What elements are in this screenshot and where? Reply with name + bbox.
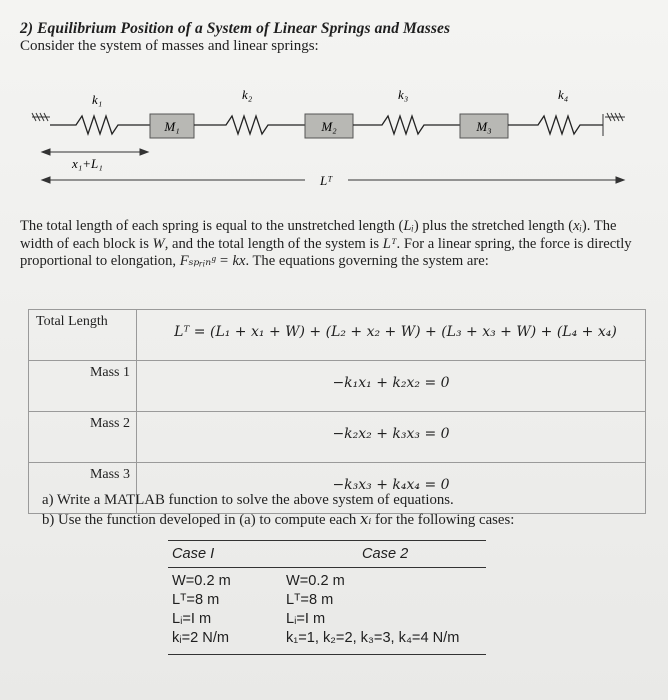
right-wall — [603, 113, 625, 136]
spring-label-k3: k₃ — [398, 87, 409, 102]
spring-label-k1: k₁ — [92, 92, 103, 107]
task-b-variable: xᵢ — [360, 511, 372, 528]
case1-width: W=0.2 m — [172, 573, 231, 589]
table-row — [29, 310, 646, 361]
case1-unstretched-length: Lᵢ=I m — [172, 611, 212, 627]
spring-mass-diagram — [30, 80, 640, 190]
mass-label-m3: M₃ — [476, 119, 492, 134]
row-label: Mass 1 — [29, 361, 137, 412]
case1-title: Case I — [172, 546, 215, 562]
case2-stiffness: k₁=1, k₂=2, k₃=3, k₄=4 N/m — [286, 630, 460, 646]
para-text-4: , and the total length of the system is — [164, 235, 383, 252]
table-row — [29, 361, 646, 412]
para-var-xi: xᵢ — [573, 218, 582, 234]
para-var-LT: Lᵀ — [382, 235, 397, 252]
para-text-1: The total length of each spring is equal to the unstretched length ( — [20, 218, 404, 234]
row-equation: −k₃x₃ + k₄x₄ = 0 — [137, 463, 646, 514]
spring-2 — [194, 116, 305, 134]
row-equation: Lᵀ = (L₁ + x₁ + W) + (L₂ + x₂ + W) + (L₃ + x₃ + W) + (L₄ + x₄) — [137, 310, 646, 361]
cases-body — [168, 568, 486, 654]
spring-label-k4: k₄ — [558, 87, 569, 102]
spring1-length-label: x₁+L₁ — [72, 156, 103, 171]
spring-4 — [508, 116, 603, 134]
spring-1 — [50, 116, 150, 134]
para-var-Li: Lᵢ — [403, 218, 414, 234]
row-label: Total Length — [29, 310, 137, 361]
case2-width: W=0.2 m — [286, 573, 345, 589]
equations-table — [28, 309, 646, 514]
mass-label-m1: M₁ — [164, 119, 180, 134]
cases-header — [168, 541, 486, 567]
case2-values — [286, 572, 459, 648]
row-label: Mass 3 — [29, 463, 137, 514]
problem-heading: 2) Equilibrium Position of a System of Linear Springs and Masses — [20, 20, 451, 37]
mass-label-m2: M₂ — [321, 119, 337, 134]
para-text-2: ) plus the stretched length ( — [413, 218, 574, 234]
spring-3 — [353, 116, 460, 134]
spring1-length-arrow — [42, 149, 148, 155]
para-text-5: . For a linear spring, the force is directly proportional to elongation, — [20, 235, 632, 270]
case1-values — [172, 572, 231, 648]
task-b — [42, 510, 514, 530]
table-row — [29, 412, 646, 463]
para-var-W: W — [152, 235, 165, 252]
total-length-arrow — [42, 177, 624, 183]
case2-title: Case 2 — [362, 546, 409, 562]
row-equation: −k₁x₁ + k₂x₂ = 0 — [137, 361, 646, 412]
task-list — [42, 490, 514, 530]
case1-total-length: Lᵀ=8 m — [172, 592, 220, 608]
total-length-label: Lᵀ — [320, 173, 333, 188]
task-a: a) Write a MATLAB function to solve the above system of equations. — [42, 492, 454, 508]
problem-subheading: Consider the system of masses and linear springs: — [20, 38, 319, 54]
para-var-force-law: Fₛₚᵣᵢₙᵍ = kx — [179, 253, 246, 270]
description-paragraph — [20, 218, 632, 271]
task-b-prefix: b) Use the function developed in (a) to compute each — [42, 512, 361, 528]
para-text-6: . The equations governing the system are: — [245, 253, 489, 270]
task-b-suffix: for the following cases: — [371, 512, 515, 528]
cases-table — [168, 540, 486, 655]
spring-label-k2: k₂ — [242, 87, 253, 102]
cases-bottom-rule — [168, 654, 486, 655]
row-label: Mass 2 — [29, 412, 137, 463]
case2-unstretched-length: Lᵢ=I m — [286, 611, 326, 627]
case1-stiffness: kᵢ=2 N/m — [172, 630, 230, 646]
case2-total-length: Lᵀ=8 m — [286, 592, 334, 608]
left-wall — [32, 113, 50, 121]
row-equation: −k₂x₂ + k₃x₃ = 0 — [137, 412, 646, 463]
para-text-3: ). The width of each block is — [20, 218, 617, 252]
